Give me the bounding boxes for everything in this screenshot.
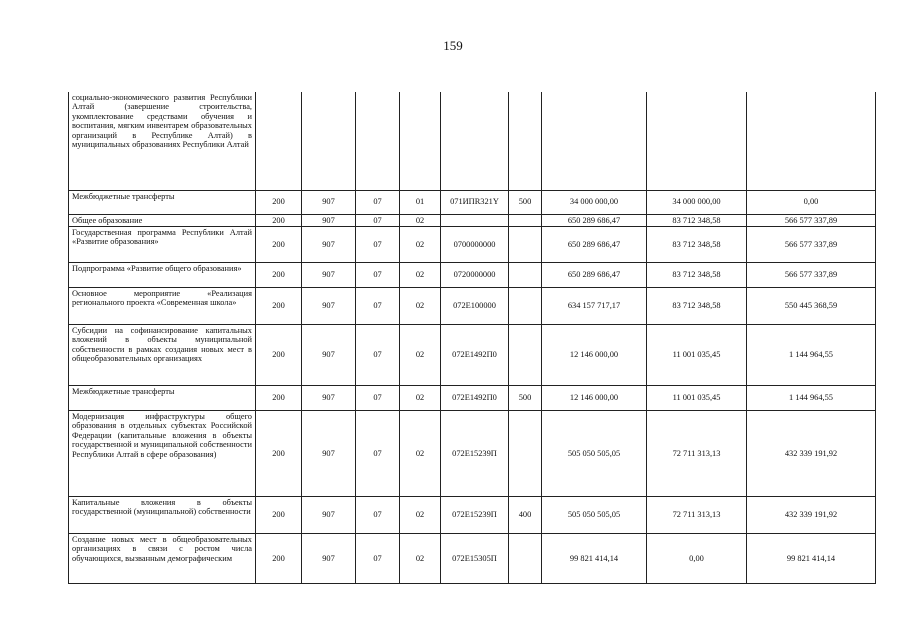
cell-c4: 01 bbox=[400, 190, 441, 214]
cell-c1: 200 bbox=[256, 385, 302, 410]
cell-v3: 566 577 337,89 bbox=[747, 214, 876, 226]
row-name: Государственная программа Республики Алтай «Развитие образования» bbox=[69, 226, 256, 262]
cell-c3: 07 bbox=[356, 262, 400, 287]
cell-c6: 500 bbox=[509, 190, 542, 214]
cell-c1: 200 bbox=[256, 262, 302, 287]
table-row bbox=[69, 190, 876, 214]
cell-c6 bbox=[509, 92, 542, 190]
cell-c2: 907 bbox=[302, 262, 356, 287]
table-row bbox=[69, 226, 876, 262]
table-row bbox=[69, 385, 876, 410]
table-row bbox=[69, 410, 876, 496]
cell-v3: 99 821 414,14 bbox=[747, 533, 876, 583]
cell-c3: 07 bbox=[356, 324, 400, 385]
cell-c4 bbox=[400, 92, 441, 190]
table-row bbox=[69, 214, 876, 226]
cell-c4: 02 bbox=[400, 410, 441, 496]
cell-v3: 432 339 191,92 bbox=[747, 410, 876, 496]
cell-v1: 99 821 414,14 bbox=[542, 533, 647, 583]
cell-c2: 907 bbox=[302, 226, 356, 262]
cell-c2 bbox=[302, 92, 356, 190]
table-row bbox=[69, 287, 876, 324]
page-number: 159 bbox=[443, 38, 463, 53]
cell-v2: 83 712 348,58 bbox=[647, 226, 747, 262]
cell-c5: 0720000000 bbox=[441, 262, 509, 287]
cell-c1: 200 bbox=[256, 226, 302, 262]
cell-v2 bbox=[647, 92, 747, 190]
row-name: Основное мероприятие «Реализация регионального проекта «Современная школа» bbox=[69, 287, 256, 324]
cell-c1 bbox=[256, 92, 302, 190]
cell-c6 bbox=[509, 533, 542, 583]
cell-c2: 907 bbox=[302, 410, 356, 496]
cell-c3 bbox=[356, 92, 400, 190]
cell-c3: 07 bbox=[356, 190, 400, 214]
cell-c4: 02 bbox=[400, 287, 441, 324]
cell-v1: 505 050 505,05 bbox=[542, 410, 647, 496]
cell-c4: 02 bbox=[400, 214, 441, 226]
cell-c1: 200 bbox=[256, 190, 302, 214]
cell-v1 bbox=[542, 92, 647, 190]
cell-c3: 07 bbox=[356, 287, 400, 324]
cell-c6: 400 bbox=[509, 496, 542, 533]
cell-c6 bbox=[509, 410, 542, 496]
cell-c5: 072Е15239П bbox=[441, 410, 509, 496]
cell-c6 bbox=[509, 324, 542, 385]
cell-c2: 907 bbox=[302, 287, 356, 324]
cell-c6 bbox=[509, 214, 542, 226]
cell-v3: 432 339 191,92 bbox=[747, 496, 876, 533]
row-name: Межбюджетные трансферты bbox=[69, 385, 256, 410]
cell-v1: 34 000 000,00 bbox=[542, 190, 647, 214]
cell-c1: 200 bbox=[256, 214, 302, 226]
row-name: Общее образование bbox=[69, 214, 256, 226]
cell-v1: 12 146 000,00 bbox=[542, 324, 647, 385]
cell-c2: 907 bbox=[302, 214, 356, 226]
cell-c2: 907 bbox=[302, 190, 356, 214]
cell-c6 bbox=[509, 262, 542, 287]
cell-v3: 1 144 964,55 bbox=[747, 324, 876, 385]
cell-c2: 907 bbox=[302, 496, 356, 533]
cell-v2: 34 000 000,00 bbox=[647, 190, 747, 214]
cell-c3: 07 bbox=[356, 410, 400, 496]
table-row bbox=[69, 92, 876, 190]
cell-c4: 02 bbox=[400, 533, 441, 583]
cell-c2: 907 bbox=[302, 385, 356, 410]
cell-c4: 02 bbox=[400, 226, 441, 262]
cell-v1: 650 289 686,47 bbox=[542, 262, 647, 287]
cell-c5: 072Е15239П bbox=[441, 496, 509, 533]
cell-v3: 0,00 bbox=[747, 190, 876, 214]
cell-v3: 566 577 337,89 bbox=[747, 226, 876, 262]
table-row bbox=[69, 324, 876, 385]
cell-c4: 02 bbox=[400, 385, 441, 410]
cell-v2: 0,00 bbox=[647, 533, 747, 583]
cell-v1: 505 050 505,05 bbox=[542, 496, 647, 533]
row-name: Создание новых мест в общеобразовательных организациях в связи с ростом числа обучающихся, вызванным демографическим bbox=[69, 533, 256, 583]
cell-c5 bbox=[441, 92, 509, 190]
cell-v2: 83 712 348,58 bbox=[647, 262, 747, 287]
cell-v1: 12 146 000,00 bbox=[542, 385, 647, 410]
cell-c3: 07 bbox=[356, 214, 400, 226]
cell-c1: 200 bbox=[256, 287, 302, 324]
cell-c3: 07 bbox=[356, 226, 400, 262]
cell-v2: 11 001 035,45 bbox=[647, 385, 747, 410]
cell-v3: 566 577 337,89 bbox=[747, 262, 876, 287]
cell-c5: 072Е1492П0 bbox=[441, 385, 509, 410]
cell-c1: 200 bbox=[256, 496, 302, 533]
row-name: Межбюджетные трансферты bbox=[69, 190, 256, 214]
cell-c3: 07 bbox=[356, 496, 400, 533]
cell-c6: 500 bbox=[509, 385, 542, 410]
cell-c2: 907 bbox=[302, 533, 356, 583]
cell-c4: 02 bbox=[400, 496, 441, 533]
cell-c5: 0700000000 bbox=[441, 226, 509, 262]
cell-v3: 550 445 368,59 bbox=[747, 287, 876, 324]
cell-v1: 650 289 686,47 bbox=[542, 214, 647, 226]
cell-c6 bbox=[509, 226, 542, 262]
row-name: социально-экономического развития Республики Алтай (завершение строительства, укомплектование средствами обучения и воспитания, мягким инвентарем образовательных организаций в Республике Алтай) в муниципальных образованиях Республики Алтай bbox=[69, 92, 256, 190]
row-name: Субсидии на софинансирование капитальных вложений в объекты муниципальной собственности в рамках создания новых мест в общеобразовательных организациях bbox=[69, 324, 256, 385]
cell-c1: 200 bbox=[256, 410, 302, 496]
cell-c3: 07 bbox=[356, 385, 400, 410]
budget-table bbox=[68, 92, 876, 584]
cell-v1: 650 289 686,47 bbox=[542, 226, 647, 262]
cell-c6 bbox=[509, 287, 542, 324]
cell-v2: 11 001 035,45 bbox=[647, 324, 747, 385]
table-row bbox=[69, 262, 876, 287]
table-row bbox=[69, 533, 876, 583]
cell-v2: 83 712 348,58 bbox=[647, 214, 747, 226]
cell-v3: 1 144 964,55 bbox=[747, 385, 876, 410]
cell-c5: 072Е100000 bbox=[441, 287, 509, 324]
cell-v2: 72 711 313,13 bbox=[647, 496, 747, 533]
cell-v2: 83 712 348,58 bbox=[647, 287, 747, 324]
table-row bbox=[69, 496, 876, 533]
cell-v2: 72 711 313,13 bbox=[647, 410, 747, 496]
row-name: Капитальные вложения в объекты государственной (муниципальной) собственности bbox=[69, 496, 256, 533]
cell-c1: 200 bbox=[256, 324, 302, 385]
cell-v3 bbox=[747, 92, 876, 190]
cell-c5: 071ИПR321Y bbox=[441, 190, 509, 214]
cell-c3: 07 bbox=[356, 533, 400, 583]
cell-c5: 072Е15305П bbox=[441, 533, 509, 583]
cell-c1: 200 bbox=[256, 533, 302, 583]
cell-c5 bbox=[441, 214, 509, 226]
cell-v1: 634 157 717,17 bbox=[542, 287, 647, 324]
row-name: Подпрограмма «Развитие общего образования» bbox=[69, 262, 256, 287]
row-name: Модернизация инфраструктуры общего образования в отдельных субъектах Российской Федерации (капитальные вложения в объекты государственной и муниципальной собственности Республики Алтай в сфере образования) bbox=[69, 410, 256, 496]
cell-c2: 907 bbox=[302, 324, 356, 385]
cell-c4: 02 bbox=[400, 262, 441, 287]
cell-c5: 072Е1492П0 bbox=[441, 324, 509, 385]
cell-c4: 02 bbox=[400, 324, 441, 385]
